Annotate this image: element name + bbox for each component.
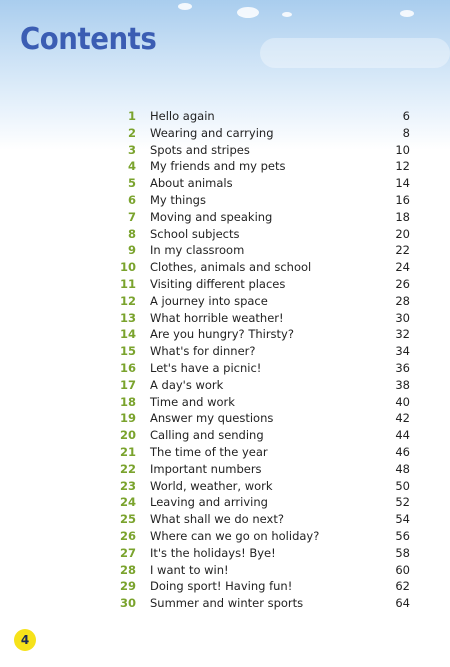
chapter-page: 34 (395, 344, 410, 359)
chapter-title: Answer my questions (150, 411, 274, 426)
chapter-title: The time of the year (150, 444, 268, 459)
contents-row[interactable] (110, 511, 410, 528)
cloud-decoration (178, 3, 192, 10)
chapter-number: 11 (119, 276, 136, 291)
chapter-page: 42 (395, 411, 410, 426)
chapter-title: A journey into space (150, 293, 268, 308)
chapter-page: 16 (395, 192, 410, 207)
contents-row[interactable] (110, 578, 410, 595)
chapter-page: 24 (395, 260, 410, 275)
chapter-title: World, weather, work (150, 478, 273, 493)
contents-row[interactable] (110, 259, 410, 276)
chapter-number: 14 (119, 327, 136, 342)
chapter-number: 17 (119, 377, 136, 392)
chapter-number: 29 (119, 579, 136, 594)
chapter-title: Wearing and carrying (150, 125, 274, 140)
contents-row[interactable] (110, 175, 410, 192)
chapter-title: Hello again (150, 109, 215, 123)
chapter-number: 18 (119, 394, 136, 409)
chapter-title: School subjects (150, 226, 240, 241)
chapter-title: Calling and sending (150, 428, 264, 443)
chapter-page: 62 (395, 579, 410, 594)
chapter-title: Spots and stripes (150, 142, 250, 157)
contents-row[interactable] (110, 360, 410, 377)
chapter-page: 56 (395, 528, 410, 543)
chapter-title: In my classroom (150, 243, 245, 258)
chapter-number: 23 (119, 478, 136, 493)
contents-row[interactable] (110, 125, 410, 142)
chapter-number: 3 (127, 142, 136, 157)
chapter-page: 18 (395, 209, 410, 224)
contents-row[interactable] (110, 343, 410, 360)
chapter-page: 36 (395, 360, 410, 375)
cloud-decoration (400, 10, 414, 17)
cloud-decoration (237, 7, 259, 18)
contents-row[interactable] (110, 158, 410, 175)
chapter-number: 2 (127, 125, 136, 140)
chapter-number: 30 (119, 596, 136, 611)
contents-row[interactable] (110, 326, 410, 343)
chapter-title: Clothes, animals and school (150, 260, 312, 275)
chapter-page: 48 (395, 461, 410, 476)
contents-row[interactable] (110, 192, 410, 209)
contents-list (110, 108, 410, 612)
chapter-number: 22 (119, 461, 136, 476)
chapter-number: 13 (119, 310, 136, 325)
cloud-decoration (282, 12, 292, 17)
chapter-page: 6 (402, 109, 410, 123)
chapter-page: 52 (395, 495, 410, 510)
contents-row[interactable] (110, 410, 410, 427)
chapter-number: 19 (119, 411, 136, 426)
chapter-number: 15 (119, 344, 136, 359)
chapter-title: Doing sport! Having fun! (150, 579, 293, 594)
contents-row[interactable] (110, 444, 410, 461)
chapter-page: 22 (395, 243, 410, 258)
chapter-number: 24 (119, 495, 136, 510)
chapter-number: 9 (127, 243, 136, 258)
chapter-title: My friends and my pets (150, 159, 286, 174)
chapter-page: 12 (395, 159, 410, 174)
chapter-page: 14 (395, 176, 410, 191)
chapter-number: 5 (127, 176, 136, 191)
chapter-title: Are you hungry? Thirsty? (150, 327, 294, 342)
page-title: Contents (20, 22, 157, 57)
chapter-page: 46 (395, 444, 410, 459)
chapter-page: 32 (395, 327, 410, 342)
chapter-number: 6 (127, 192, 136, 207)
chapter-page: 44 (395, 428, 410, 443)
page-number-badge: 4 (14, 629, 36, 651)
chapter-page: 30 (395, 310, 410, 325)
contents-row[interactable] (110, 494, 410, 511)
contents-row[interactable] (110, 142, 410, 159)
contents-row[interactable] (110, 310, 410, 327)
chapter-number: 4 (127, 159, 136, 174)
contents-row[interactable] (110, 394, 410, 411)
contents-row[interactable] (110, 209, 410, 226)
chapter-page: 50 (395, 478, 410, 493)
contents-row[interactable] (110, 108, 410, 125)
contents-row[interactable] (110, 427, 410, 444)
chapter-title: Let's have a picnic! (150, 360, 262, 375)
cloud-haze (260, 38, 450, 68)
chapter-title: I want to win! (150, 562, 229, 577)
chapter-title: Moving and speaking (150, 209, 273, 224)
chapter-number: 16 (119, 360, 136, 375)
chapter-number: 28 (119, 562, 136, 577)
chapter-title: Summer and winter sports (150, 596, 304, 611)
chapter-page: 38 (395, 377, 410, 392)
contents-row[interactable] (110, 377, 410, 394)
contents-row[interactable] (110, 226, 410, 243)
chapter-title: It's the holidays! Bye! (150, 545, 276, 560)
chapter-number: 7 (127, 209, 136, 224)
contents-row[interactable] (110, 562, 410, 579)
chapter-title: Where can we go on holiday? (150, 528, 320, 543)
contents-row[interactable] (110, 478, 410, 495)
chapter-page: 26 (395, 276, 410, 291)
chapter-title: Visiting different places (150, 276, 286, 291)
chapter-page: 58 (395, 545, 410, 560)
chapter-title: Leaving and arriving (150, 495, 268, 510)
chapter-title: What shall we do next? (150, 512, 284, 527)
chapter-title: A day's work (150, 377, 224, 392)
chapter-number: 26 (119, 528, 136, 543)
chapter-page: 10 (395, 142, 410, 157)
chapter-number: 25 (119, 512, 136, 527)
chapter-number: 10 (119, 260, 136, 275)
chapter-page: 28 (395, 293, 410, 308)
chapter-number: 27 (119, 545, 136, 560)
contents-row[interactable] (110, 528, 410, 545)
chapter-title: What's for dinner? (150, 344, 256, 359)
chapter-page: 20 (395, 226, 410, 241)
chapter-page: 54 (395, 512, 410, 527)
contents-row[interactable] (110, 293, 410, 310)
contents-row[interactable] (110, 545, 410, 562)
chapter-title: About animals (150, 176, 233, 191)
chapter-number: 1 (127, 109, 136, 123)
chapter-page: 40 (395, 394, 410, 409)
chapter-number: 12 (119, 293, 136, 308)
chapter-title: My things (150, 192, 206, 207)
contents-row[interactable] (110, 461, 410, 478)
chapter-number: 20 (119, 428, 136, 443)
contents-row[interactable] (110, 595, 410, 612)
chapter-number: 8 (127, 226, 136, 241)
chapter-page: 60 (395, 562, 410, 577)
chapter-title: Time and work (150, 394, 235, 409)
contents-row[interactable] (110, 276, 410, 293)
chapter-title: What horrible weather! (150, 310, 284, 325)
chapter-number: 21 (119, 444, 136, 459)
chapter-page: 64 (395, 596, 410, 611)
contents-row[interactable] (110, 242, 410, 259)
chapter-page: 8 (402, 125, 410, 140)
chapter-title: Important numbers (150, 461, 262, 476)
